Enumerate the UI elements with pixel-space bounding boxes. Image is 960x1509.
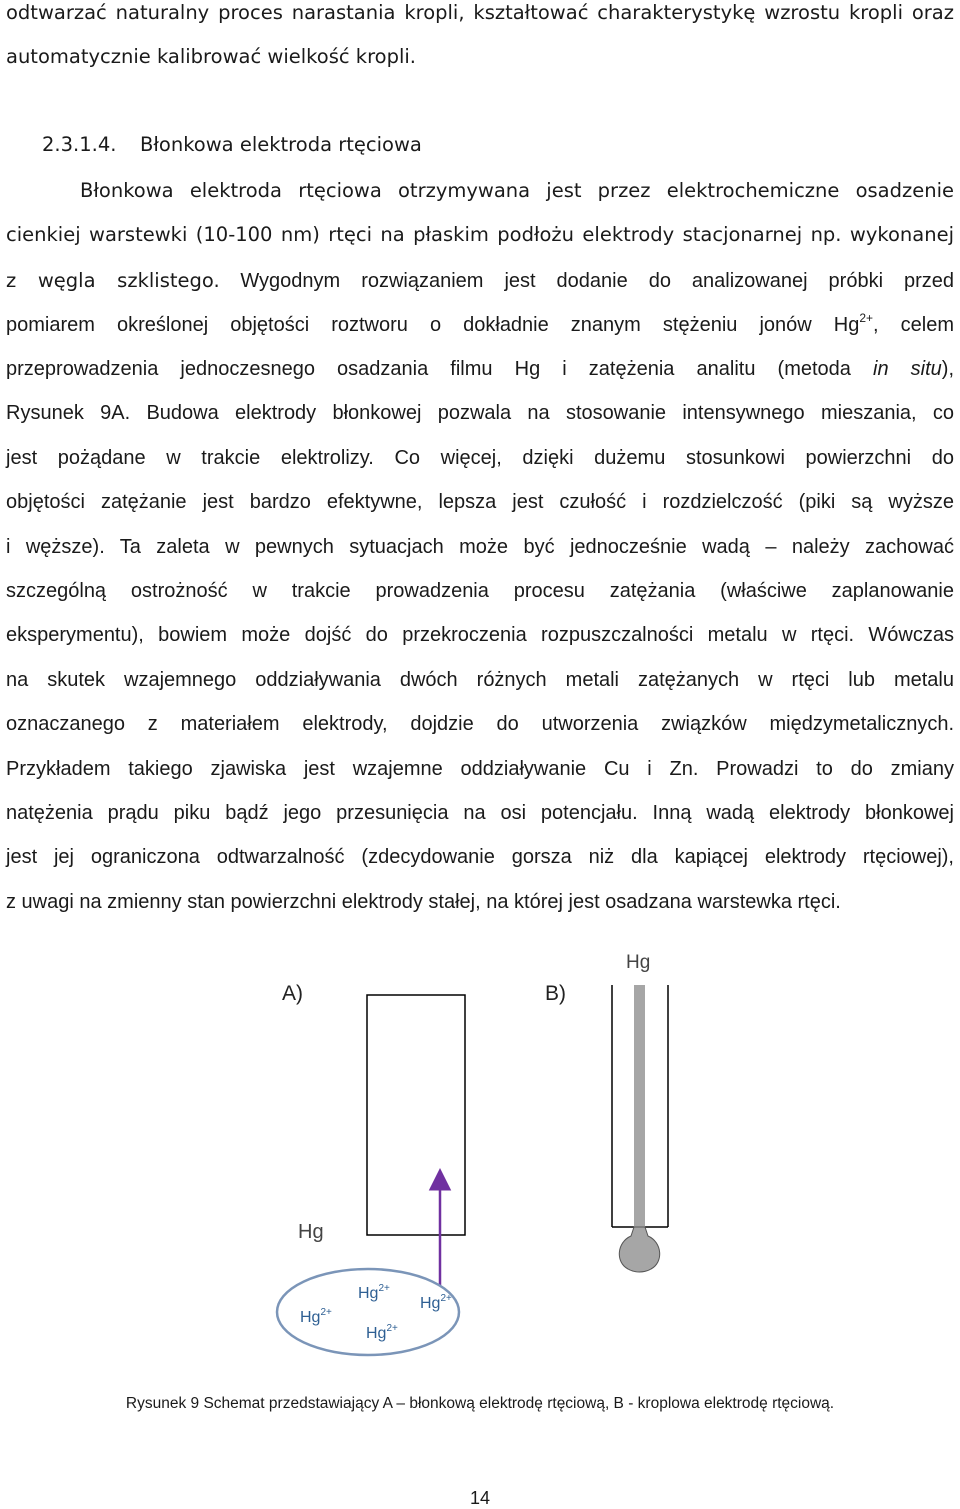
text-line: Przykładem takiego zjawiska jest wzajemne oddziaływanie Cu i Zn. Prowadzi to do zmiany: [6, 758, 954, 780]
section-number: 2.3.1.4.: [42, 133, 117, 156]
text-span: , celem: [873, 314, 954, 336]
text-line: odtwarzać naturalny proces narastania kropli, kształtować charakterystykę wzrostu kropli oraz: [6, 1, 954, 24]
hg-label-a: Hg: [298, 1221, 324, 1243]
ion-label: $Hg^{2+}$: [358, 1283, 390, 1302]
text-line: [6, 356, 954, 382]
ion-label: $Hg^{2+}$: [300, 1307, 332, 1326]
text-line: jest jej ograniczona odtwarzalność (zdecydowanie gorsza niż dla kapiącej elektrody rtęciowej),: [6, 846, 954, 868]
mercury-drop: [619, 1227, 659, 1272]
text-line: [6, 267, 954, 294]
text-line: Błonkowa elektroda rtęciowa otrzymywana jest przez elektrochemiczne osadzenie: [80, 179, 954, 202]
text-span: Wygodnym rozwiązaniem jest dodanie do analizowanej próbki przed: [240, 270, 955, 292]
text-line: szczególną ostrożność w trakcie prowadzenia procesu zatężania (właściwe zaplanowanie: [6, 580, 954, 602]
text-line: cienkiej warstewki (10-100 nm) rtęci na płaskim podłożu elektrody stacjonarnej np. wykonanej: [6, 223, 954, 246]
text-span: pomiarem określonej objętości roztworu o dokładnie znanym stężeniu jonów Hg: [6, 314, 860, 336]
figure-label-b: B): [545, 982, 566, 1005]
text-line: jest pożądane w trakcie elektrolizy. Co więcej, dzięki dużemu stosunkowi powierzchni do: [6, 447, 954, 469]
text-line: oznaczanego z materiałem elektrody, dojdzie do utworzenia związków międzymetalicznych.: [6, 713, 954, 735]
section-heading: [42, 133, 422, 156]
text-line: i węższe). Ta zaleta w pewnych sytuacjach może być jednocześnie wadą – należy zachować: [6, 536, 954, 558]
text-line: automatycznie kalibrować wielkość kropli.: [6, 45, 417, 68]
superscript: 2+: [859, 311, 874, 325]
figure-drawing: [0, 940, 960, 1410]
text-line: eksperymentu), bowiem może dojść do przekroczenia rozpuszczalności metalu w rtęci. Wówczas: [6, 624, 954, 646]
figure-label-a: A): [282, 982, 303, 1005]
hg-label-b: Hg: [626, 952, 651, 973]
text-line: z uwagi na zmienny stan powierzchni elektrody stałej, na której jest osadzana warstewka rtęci.: [6, 891, 841, 913]
text-span: z węgla szklistego.: [6, 269, 220, 292]
text-line: Rysunek 9A. Budowa elektrody błonkowej pozwala na stosowanie intensywnego mieszania, co: [6, 402, 954, 424]
ion-label: $Hg^{2+}$: [366, 1323, 398, 1342]
figure-caption: Rysunek 9 Schemat przedstawiający A – błonkową elektrodę rtęciową, B - kroplowa elektrodę rtęciową.: [125, 1395, 835, 1412]
ion-label: $Hg^{2+}$: [420, 1293, 452, 1312]
text-line: na skutek wzajemnego oddziaływania dwóch różnych metali zatężanych w rtęci lub metalu: [6, 669, 954, 691]
italic-text: in situ: [873, 358, 942, 380]
text-line: natężenia prądu piku bądź jego przesunięcia na osi potencjału. Inną wadą elektrody błonkowej: [6, 802, 954, 824]
text-span: przeprowadzenia jednoczesnego osadzania filmu Hg i zatężenia analitu (metoda: [6, 358, 873, 380]
page-number: 14: [469, 1488, 491, 1508]
text-span: ),: [941, 358, 954, 380]
text-line: [6, 312, 954, 338]
electrode-body-a: [367, 995, 465, 1235]
text-line: objętości zatężanie jest bardzo efektywne, lepsza jest czułość i rozdzielczość (piki są wyższe: [6, 491, 954, 513]
mercury-capillary: [634, 985, 645, 1227]
section-title: Błonkowa elektroda rtęciowa: [140, 133, 422, 156]
